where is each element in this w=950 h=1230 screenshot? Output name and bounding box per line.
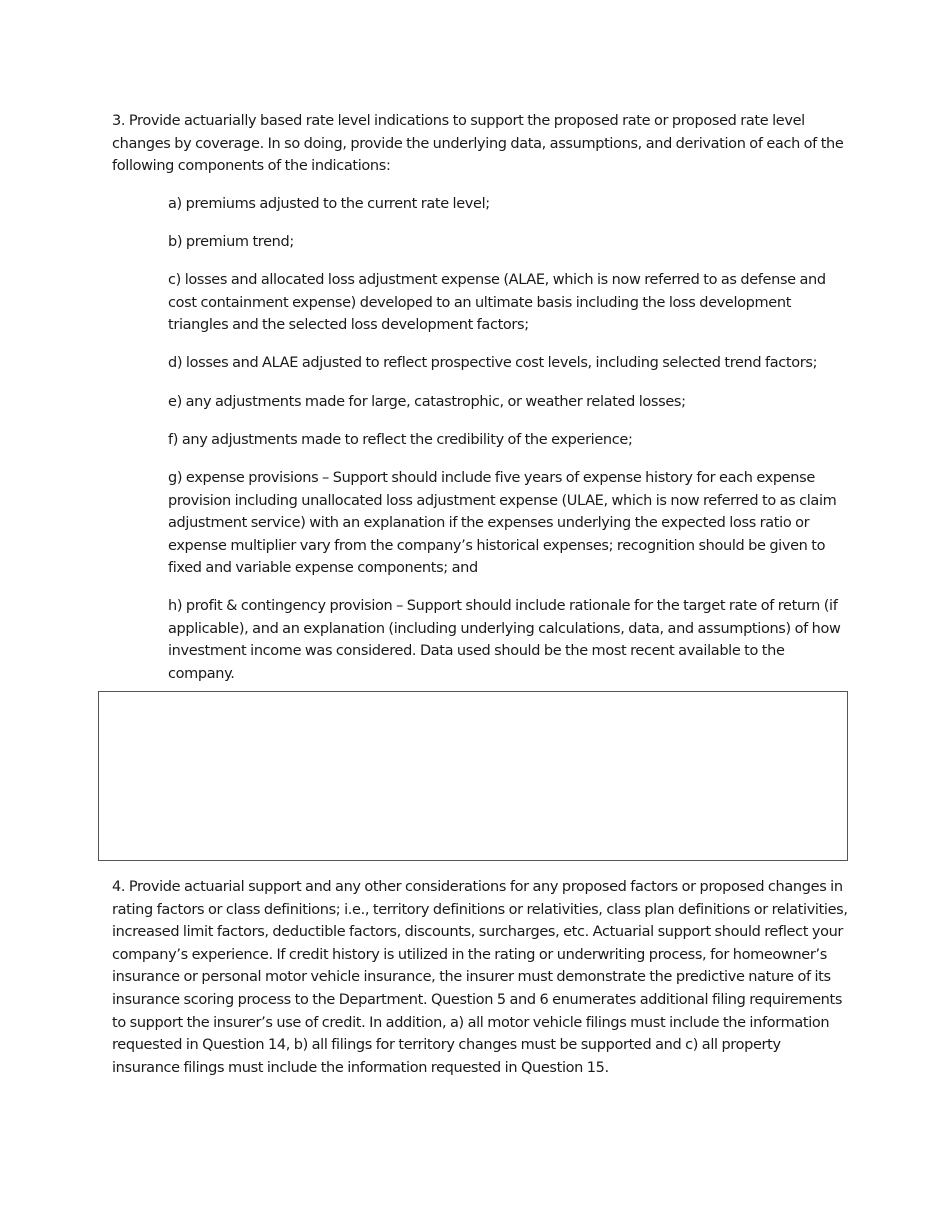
question-3-item-c: c) losses and allocated loss adjustment expense (ALAE, which is now referred to as defense and cost containment expense) developed to an ultimate basis including the loss development triangles and the selected loss development factors; — [168, 272, 826, 334]
question-3-item-h: h) profit & contingency provision – Support should include rationale for the target rate of return (if applicable), and an explanation (including underlying calculations, data, and assumptions) of how investment income was considered. Data used should be the most recent available to the company. — [168, 598, 841, 682]
question-3-item-g: g) expense provisions – Support should include five years of expense history for each expense provision including unallocated loss adjustment expense (ULAE, which is now referred to as claim adjustment service) with an explanation if the expenses underlying the expected loss ratio or expense multiplier vary from the company’s historical expenses; recognition should be given to fixed and variable expense components; and — [168, 470, 837, 577]
question-3-item-e: e) any adjustments made for large, catastrophic, or weather related losses; — [168, 394, 686, 410]
question-3-item-b: b) premium trend; — [168, 234, 294, 250]
question-3-intro: 3. Provide actuarially based rate level indications to support the proposed rate or proposed rate level changes by coverage. In so doing, provide the underlying data, assumptions, and derivation of each of the following components of the indications: — [112, 113, 844, 175]
question-3-item-d: d) losses and ALAE adjusted to reflect prospective cost levels, including selected trend factors; — [168, 355, 818, 371]
question-3-item-f: f) any adjustments made to reflect the credibility of the experience; — [168, 432, 633, 448]
question-4-text: 4. Provide actuarial support and any other considerations for any proposed factors or proposed changes in rating factors or class definitions; i.e., territory definitions or relativities, class plan definitions or relativities, increased limit factors, deductible factors, discounts, surcharges, etc. Actuarial support should reflect your company’s experience. If credit history is utilized in the rating or underwriting process, for homeowner’s insurance or personal motor vehicle insurance, the insurer must demonstrate the predictive nature of its insurance scoring process to the Department. Question 5 and 6 enumerates additional filing requirements to support the insurer’s use of credit. In addition, a) all motor vehicle filings must include the information requested in Question 14, b) all filings for territory changes must be supported and c) all property insurance filings must include the information requested in Question 15. — [112, 879, 848, 1076]
question-3-item-a: a) premiums adjusted to the current rate level; — [168, 196, 490, 212]
question-3-answer-box[interactable] — [98, 691, 848, 861]
